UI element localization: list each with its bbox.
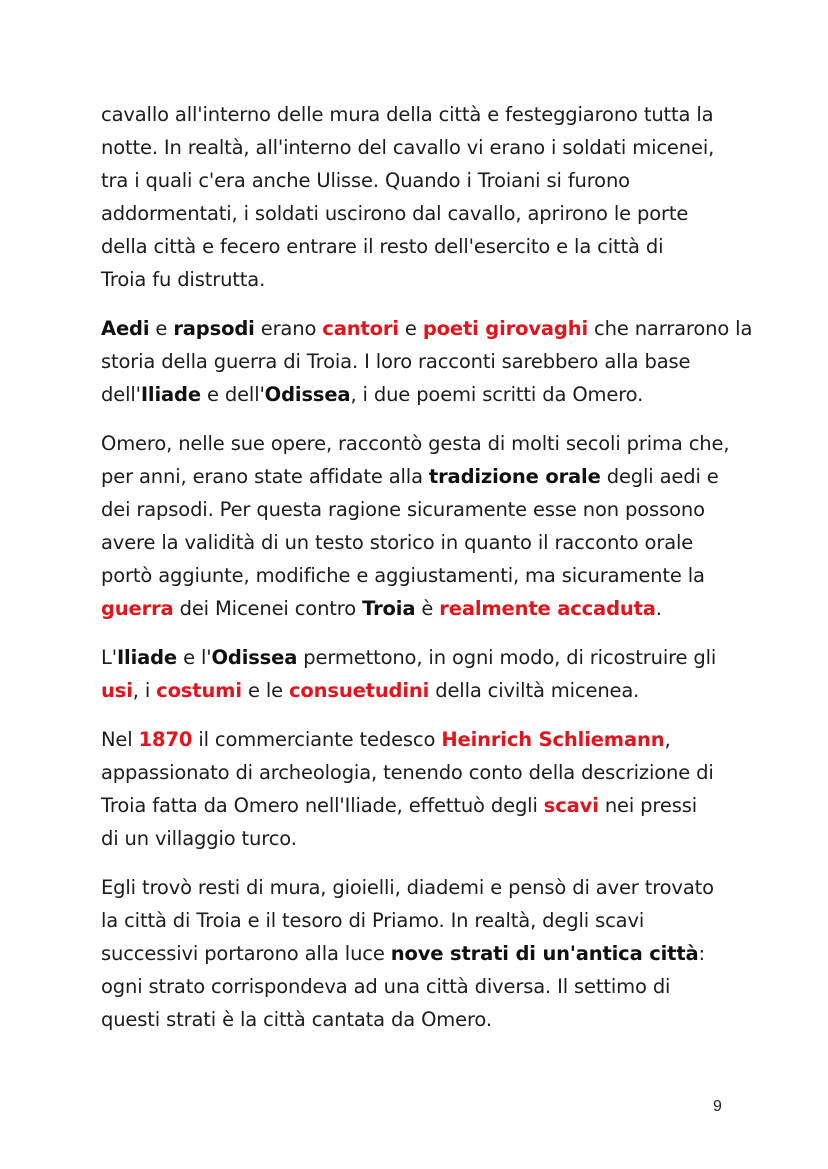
paragraph	[101, 98, 731, 296]
text-line	[101, 592, 731, 625]
text-run: tra i quali c'era anche Ulisse. Quando i Troiani si furono	[101, 169, 630, 192]
bold-term: Iliade	[116, 646, 178, 669]
text-line	[101, 345, 731, 378]
text-run: e le	[241, 679, 289, 702]
text-run: Omero, nelle sue opere, raccontò gesta di molti secoli prima che,	[101, 432, 730, 455]
text-line	[101, 312, 753, 345]
text-run: portò aggiunte, modifiche e aggiustamenti, ma sicuramente la	[101, 564, 705, 587]
text-run: della civiltà micenea.	[429, 679, 640, 702]
bold-term: tradizione orale	[428, 465, 601, 488]
text-line	[101, 1003, 731, 1036]
text-line	[101, 904, 731, 937]
text-run: notte. In realtà, all'interno del cavallo vi erano i soldati micenei,	[101, 136, 715, 159]
text-line	[101, 822, 731, 855]
text-run: appassionato di archeologia, tenendo conto della descrizione di	[101, 761, 714, 784]
highlighted-term: cantori	[322, 317, 399, 340]
text-run: dell'	[101, 383, 141, 406]
page-body-text	[101, 98, 753, 1052]
paragraph	[101, 723, 731, 855]
text-run: per anni, erano state affidate alla	[101, 465, 429, 488]
highlighted-term: realmente accaduta	[439, 597, 656, 620]
highlighted-term: guerra	[101, 597, 174, 620]
page-number: 9	[713, 1098, 722, 1115]
highlighted-term: Heinrich Schliemann	[441, 728, 665, 751]
bold-term: Iliade	[140, 383, 201, 406]
text-run: ogni strato corrispondeva ad una città diversa. Il settimo di	[101, 975, 671, 998]
highlighted-term: costumi	[156, 679, 242, 702]
text-line	[101, 460, 731, 493]
text-run: dei Micenei contro	[173, 597, 363, 620]
text-run: e dell'	[200, 383, 265, 406]
text-run: storia della guerra di Troia. I loro racconti sarebbero alla base	[101, 350, 691, 373]
text-line	[101, 871, 731, 904]
text-line	[101, 526, 731, 559]
highlighted-term: 1870	[138, 728, 193, 751]
text-line	[101, 230, 731, 263]
text-line	[101, 164, 731, 197]
text-line	[101, 263, 731, 296]
bold-term: rapsodi	[173, 317, 255, 340]
text-run: Troia fatta da Omero nell'Iliade, effettuò degli	[101, 794, 544, 817]
text-line	[101, 559, 731, 592]
text-run: :	[698, 942, 705, 965]
text-run: e l'	[177, 646, 212, 669]
text-run: avere la validità di un testo storico in quanto il racconto orale	[101, 531, 694, 554]
bold-term: Odissea	[264, 383, 351, 406]
text-run: e	[149, 317, 174, 340]
text-line	[101, 378, 731, 411]
highlighted-term: poeti girovaghi	[422, 317, 588, 340]
text-run: addormentati, i soldati uscirono dal cavallo, aprirono le porte	[101, 202, 689, 225]
bold-term: nove strati di un'antica città	[390, 942, 699, 965]
paragraph	[101, 312, 753, 411]
text-run: è	[415, 597, 440, 620]
highlighted-term: scavi	[543, 794, 599, 817]
text-line	[101, 674, 731, 707]
text-run: il commerciante tedesco	[192, 728, 442, 751]
text-run: dei rapsodi. Per questa ragione sicuramente esse non possono	[101, 498, 705, 521]
text-line	[101, 641, 731, 674]
text-line	[101, 723, 731, 756]
text-run: degli aedi e	[600, 465, 719, 488]
text-run: di un villaggio turco.	[101, 827, 297, 850]
text-run: permettono, in ogni modo, di ricostruire gli	[297, 646, 717, 669]
text-run: L'	[101, 646, 117, 669]
text-run: , i due poemi scritti da Omero.	[350, 383, 644, 406]
text-run: , i	[132, 679, 157, 702]
text-line	[101, 756, 731, 789]
text-line	[101, 789, 731, 822]
text-line	[101, 197, 731, 230]
text-run: questi strati è la città cantata da Omero.	[101, 1008, 492, 1031]
text-run: che narrarono la	[588, 317, 753, 340]
bold-term: Troia	[362, 597, 416, 620]
text-line	[101, 970, 731, 1003]
text-run: erano	[254, 317, 323, 340]
text-run: la città di Troia e il tesoro di Priamo. In realtà, degli scavi	[101, 909, 645, 932]
text-run: Nel	[101, 728, 139, 751]
text-run: della città e fecero entrare il resto dell'esercito e la città di	[101, 235, 664, 258]
text-run: Troia fu distrutta.	[101, 268, 266, 291]
highlighted-term: usi	[101, 679, 133, 702]
paragraph	[101, 427, 731, 625]
text-line	[101, 937, 731, 970]
text-line	[101, 493, 731, 526]
text-line	[101, 131, 731, 164]
bold-term: Odissea	[211, 646, 298, 669]
text-run: .	[655, 597, 662, 620]
text-run: Egli trovò resti di mura, gioielli, diademi e pensò di aver trovato	[101, 876, 714, 899]
text-run: successivi portarono alla luce	[101, 942, 391, 965]
text-run: e	[398, 317, 423, 340]
highlighted-term: consuetudini	[289, 679, 430, 702]
text-line	[101, 427, 731, 460]
bold-term: Aedi	[101, 317, 150, 340]
paragraph	[101, 871, 731, 1036]
text-run: cavallo all'interno delle mura della città e festeggiarono tutta la	[101, 103, 714, 126]
text-line	[101, 98, 731, 131]
text-run: ,	[664, 728, 671, 751]
paragraph	[101, 641, 731, 707]
text-run: nei pressi	[598, 794, 697, 817]
